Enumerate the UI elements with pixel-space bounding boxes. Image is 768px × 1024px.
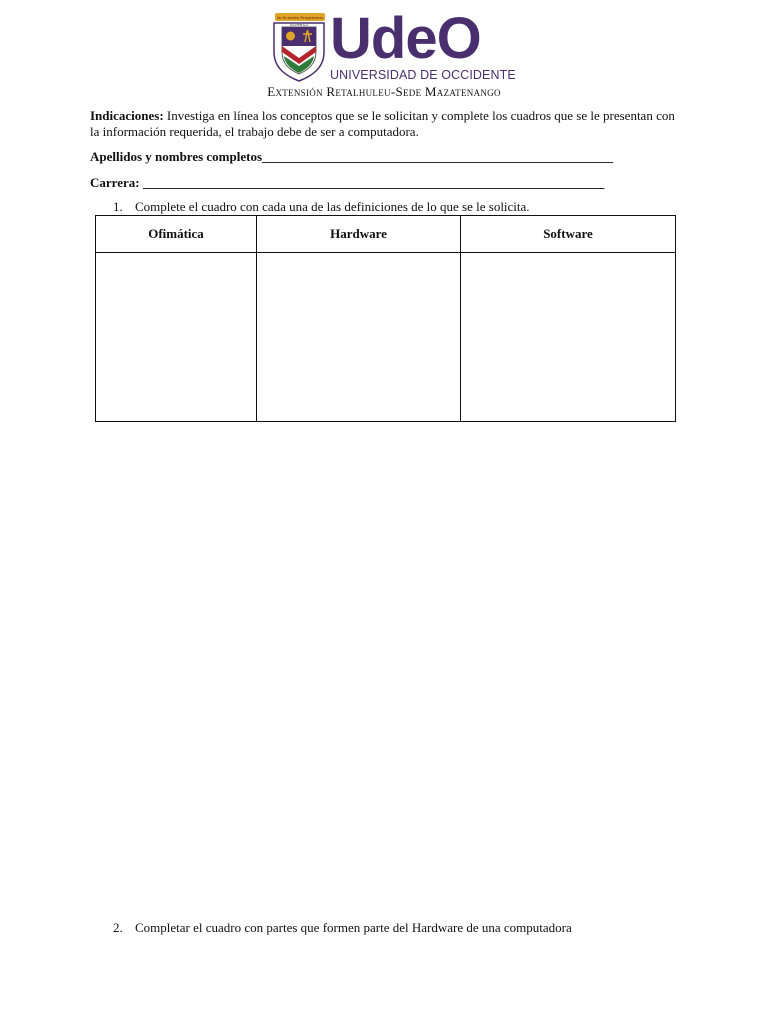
item-text: Completar el cuadro con partes que formen parte del Hardware de una computadora — [135, 920, 572, 935]
career-label: Carrera: — [90, 175, 140, 190]
career-field — [90, 175, 604, 191]
column-header-hardware: Hardware — [257, 216, 461, 253]
cell-ofimatica[interactable] — [96, 253, 257, 422]
column-header-ofimatica: Ofimática — [96, 216, 257, 253]
names-line: ______________________________________________________ — [262, 149, 614, 164]
column-header-software: Software — [461, 216, 676, 253]
career-line: _______________________________________________________________________ — [139, 175, 605, 190]
brand-subtitle: UNIVERSIDAD DE OCCIDENTE — [330, 68, 516, 82]
crest-ring-text: GUATEMALA — [289, 23, 309, 27]
indications-paragraph — [90, 108, 680, 140]
names-label: Apellidos y nombres completos — [90, 149, 263, 164]
item-number: 2. — [113, 920, 123, 935]
document-title: Extensión Retalhuleu-Sede Mazatenango — [267, 84, 501, 99]
brand-block — [328, 6, 516, 82]
indications-label: Indicaciones: — [90, 108, 164, 123]
cell-software[interactable] — [461, 253, 676, 422]
university-crest-icon — [270, 12, 328, 82]
item-text: Complete el cuadro con cada una de las definiciones de lo que se le solicita. — [135, 199, 530, 214]
definitions-table — [95, 215, 676, 422]
crest-motto: In Scientia Progressus — [277, 15, 323, 20]
list-item — [113, 920, 572, 936]
table-header-row — [96, 216, 676, 253]
table-row — [96, 253, 676, 422]
udeo-logo — [270, 6, 516, 84]
indications-text: Investiga en línea los conceptos que se le solicitan y complete los cuadros que se le presentan con la información requerida, el trabajo debe de ser a computadora. — [90, 108, 675, 139]
names-field — [90, 149, 613, 165]
cell-hardware[interactable] — [257, 253, 461, 422]
brand-name: UdeO — [330, 6, 481, 71]
item-number: 1. — [113, 199, 123, 214]
list-item — [113, 199, 530, 215]
